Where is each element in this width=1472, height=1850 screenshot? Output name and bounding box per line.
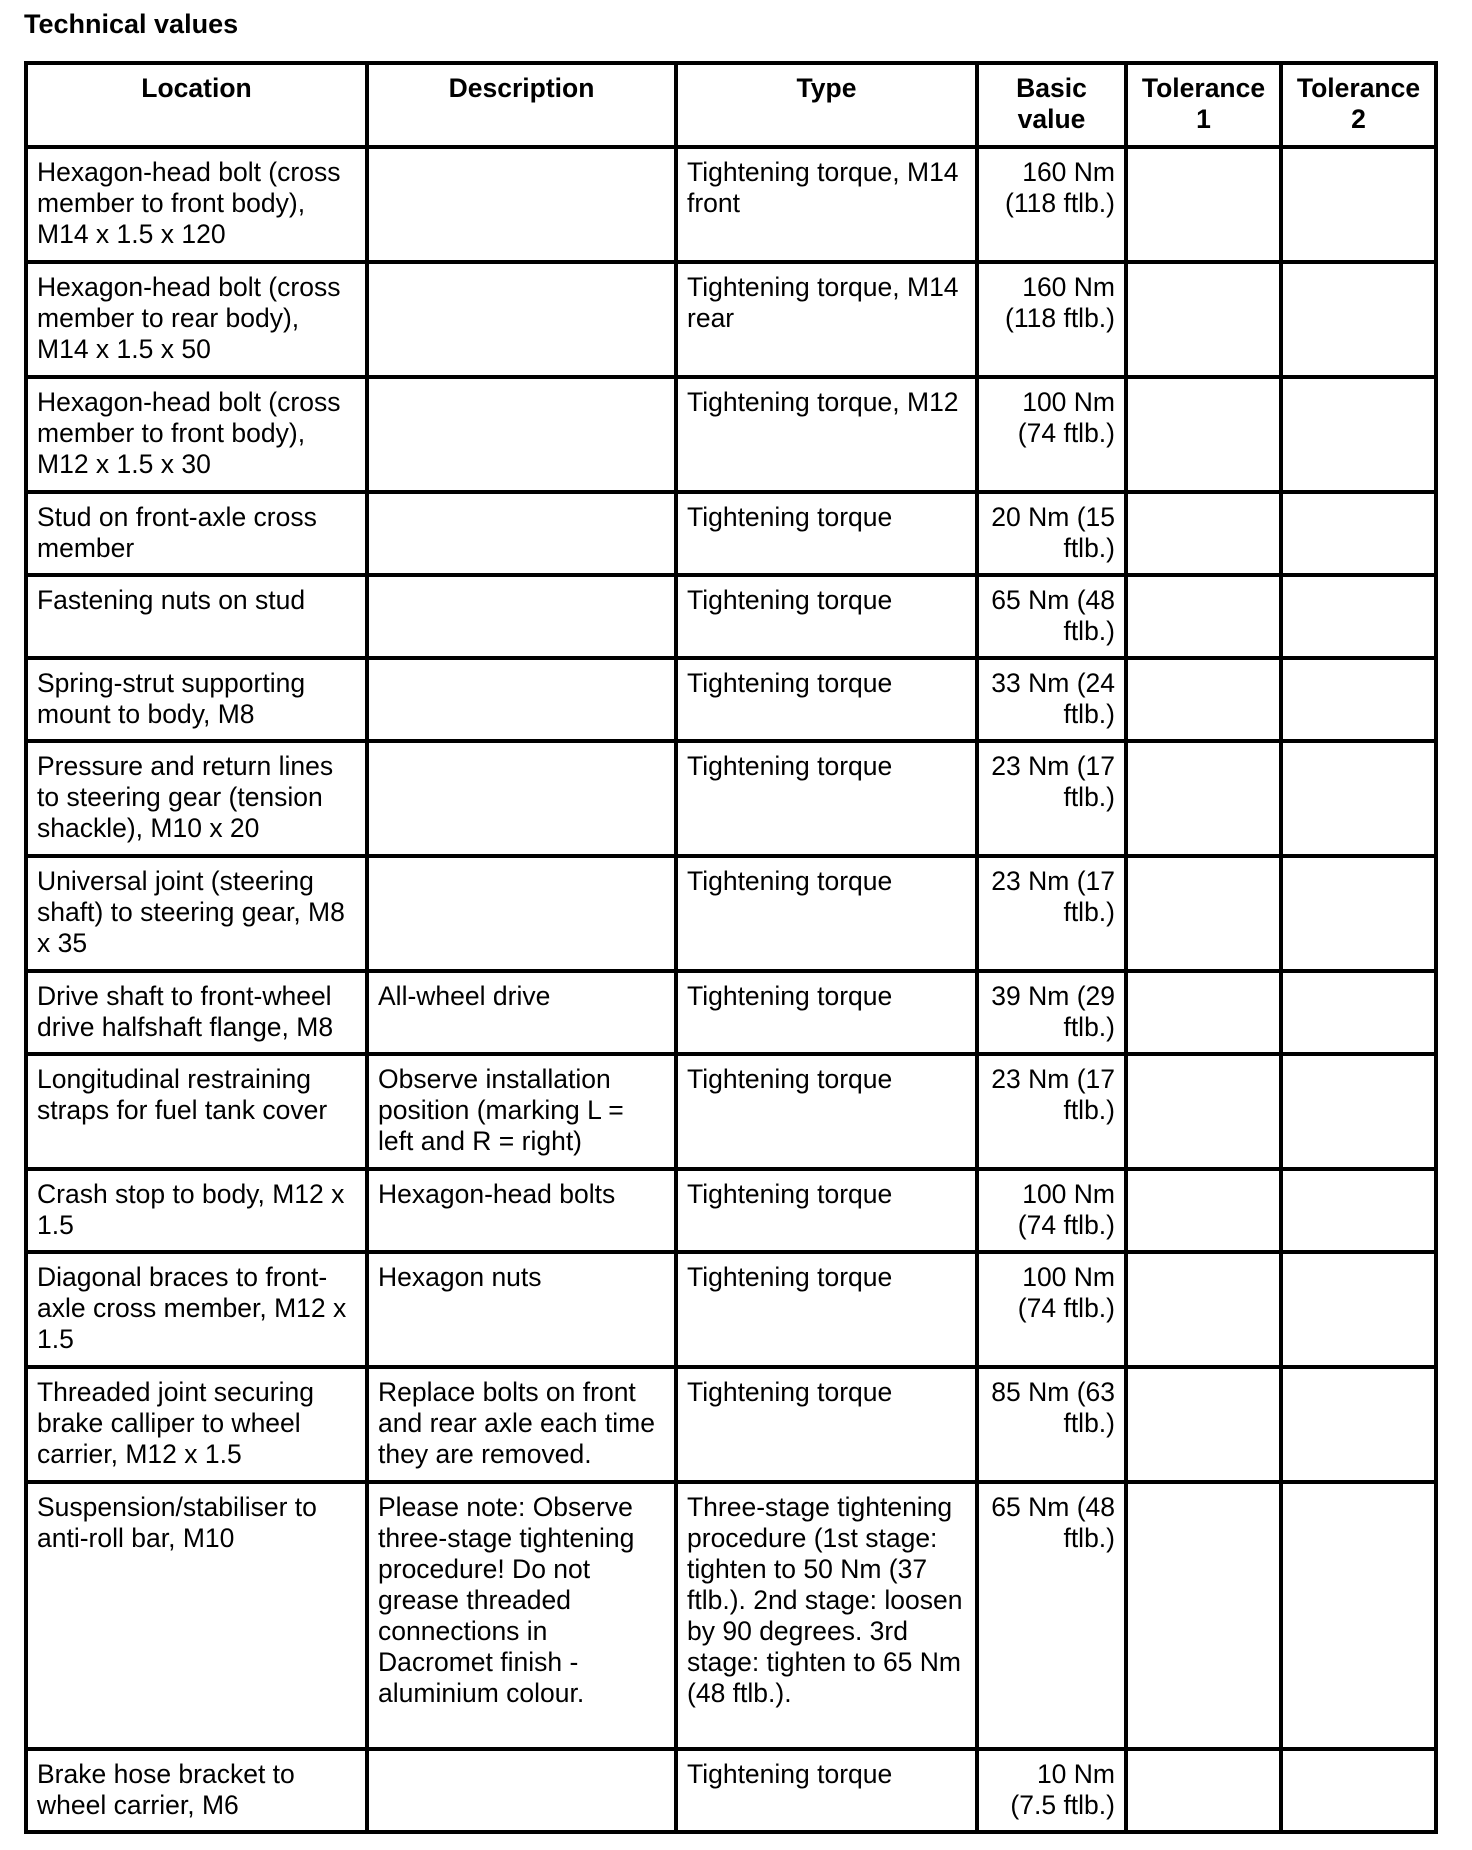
table-row [26,492,1436,575]
cell-basic-value: 20 Nm (15 ftlb.) [977,492,1126,575]
cell-description [367,1749,676,1832]
cell-location: Drive shaft to front-wheel drive halfshaft flange, M8 [26,971,367,1054]
page-title: Technical values [24,9,239,39]
cell-location: Threaded joint securing brake calliper to wheel carrier, M12 x 1.5 [26,1367,367,1482]
table-row [26,1749,1436,1832]
table-row [26,1367,1436,1482]
cell-tolerance-1 [1126,262,1281,377]
cell-description [367,658,676,741]
cell-tolerance-1 [1126,1367,1281,1482]
cell-basic-value: 160 Nm (118 ftlb.) [977,147,1126,262]
header-tolerance-2: Tolerance 2 [1281,63,1436,147]
cell-tolerance-1 [1126,1054,1281,1169]
cell-location: Crash stop to body, M12 x 1.5 [26,1169,367,1252]
cell-basic-value: 160 Nm (118 ftlb.) [977,262,1126,377]
cell-description: Please note: Observe three-stage tightening procedure! Do not grease threaded connections in Dacromet finish - aluminium colour. [367,1482,676,1749]
cell-basic-value: 100 Nm (74 ftlb.) [977,377,1126,492]
cell-basic-value: 100 Nm (74 ftlb.) [977,1252,1126,1367]
cell-location: Hexagon-head bolt (cross member to front body), M14 x 1.5 x 120 [26,147,367,262]
cell-basic-value: 85 Nm (63 ftlb.) [977,1367,1126,1482]
cell-tolerance-1 [1126,377,1281,492]
cell-tolerance-1 [1126,856,1281,971]
cell-location: Diagonal braces to front-axle cross member, M12 x 1.5 [26,1252,367,1367]
cell-location: Spring-strut supporting mount to body, M8 [26,658,367,741]
cell-location: Pressure and return lines to steering gear (tension shackle), M10 x 20 [26,741,367,856]
cell-tolerance-2 [1281,1169,1436,1252]
cell-basic-value: 23 Nm (17 ftlb.) [977,1054,1126,1169]
cell-tolerance-1 [1126,971,1281,1054]
table-row [26,971,1436,1054]
cell-type: Tightening torque [676,1252,977,1367]
table-row [26,1054,1436,1169]
cell-type: Tightening torque [676,971,977,1054]
cell-type: Tightening torque [676,1169,977,1252]
table-row [26,741,1436,856]
cell-location: Longitudinal restraining straps for fuel tank cover [26,1054,367,1169]
cell-description: Replace bolts on front and rear axle each time they are removed. [367,1367,676,1482]
cell-tolerance-1 [1126,575,1281,658]
cell-tolerance-2 [1281,741,1436,856]
table-row [26,262,1436,377]
cell-tolerance-2 [1281,856,1436,971]
cell-description [367,147,676,262]
cell-location: Brake hose bracket to wheel carrier, M6 [26,1749,367,1832]
table-row [26,658,1436,741]
cell-description: Hexagon nuts [367,1252,676,1367]
table-row [26,147,1436,262]
cell-tolerance-1 [1126,741,1281,856]
cell-basic-value: 100 Nm (74 ftlb.) [977,1169,1126,1252]
cell-basic-value: 65 Nm (48 ftlb.) [977,575,1126,658]
cell-location: Suspension/stabiliser to anti-roll bar, M10 [26,1482,367,1749]
cell-type: Tightening torque, M14 rear [676,262,977,377]
table-row [26,1169,1436,1252]
cell-description [367,492,676,575]
cell-type: Tightening torque [676,856,977,971]
header-type: Type [676,63,977,147]
cell-tolerance-2 [1281,1054,1436,1169]
cell-type: Tightening torque [676,575,977,658]
table-header-row [26,63,1436,147]
cell-type: Tightening torque [676,741,977,856]
cell-tolerance-2 [1281,492,1436,575]
cell-tolerance-2 [1281,971,1436,1054]
technical-values-table [24,61,1438,1834]
cell-location: Stud on front-axle cross member [26,492,367,575]
cell-tolerance-1 [1126,492,1281,575]
header-basic-value: Basic value [977,63,1126,147]
table-row [26,377,1436,492]
table-body [26,147,1436,1832]
table-row [26,1482,1436,1749]
cell-type: Tightening torque [676,492,977,575]
cell-tolerance-1 [1126,147,1281,262]
cell-basic-value: 65 Nm (48 ftlb.) [977,1482,1126,1749]
table-row [26,1252,1436,1367]
cell-basic-value: 23 Nm (17 ftlb.) [977,741,1126,856]
cell-tolerance-2 [1281,575,1436,658]
cell-description [367,741,676,856]
cell-type: Three-stage tightening procedure (1st stage: tighten to 50 Nm (37 ftlb.). 2nd stage: loosen by 90 degrees. 3rd stage: tighten to 65 Nm (48 ftlb.). [676,1482,977,1749]
cell-location: Hexagon-head bolt (cross member to rear body), M14 x 1.5 x 50 [26,262,367,377]
cell-description [367,262,676,377]
cell-type: Tightening torque [676,1749,977,1832]
cell-tolerance-2 [1281,1252,1436,1367]
cell-tolerance-1 [1126,1169,1281,1252]
cell-tolerance-2 [1281,377,1436,492]
cell-basic-value: 23 Nm (17 ftlb.) [977,856,1126,971]
cell-description: Observe installation position (marking L = left and R = right) [367,1054,676,1169]
cell-basic-value: 33 Nm (24 ftlb.) [977,658,1126,741]
cell-location: Universal joint (steering shaft) to steering gear, M8 x 35 [26,856,367,971]
cell-tolerance-2 [1281,262,1436,377]
cell-type: Tightening torque [676,658,977,741]
table-row [26,575,1436,658]
cell-tolerance-2 [1281,1749,1436,1832]
cell-location: Hexagon-head bolt (cross member to front body), M12 x 1.5 x 30 [26,377,367,492]
cell-description [367,856,676,971]
header-description: Description [367,63,676,147]
cell-type: Tightening torque, M14 front [676,147,977,262]
cell-type: Tightening torque [676,1367,977,1482]
cell-basic-value: 39 Nm (29 ftlb.) [977,971,1126,1054]
cell-tolerance-2 [1281,1482,1436,1749]
cell-type: Tightening torque [676,1054,977,1169]
cell-tolerance-1 [1126,658,1281,741]
cell-location: Fastening nuts on stud [26,575,367,658]
cell-tolerance-2 [1281,658,1436,741]
header-tolerance-1: Tolerance 1 [1126,63,1281,147]
cell-tolerance-2 [1281,1367,1436,1482]
header-location: Location [26,63,367,147]
cell-description: Hexagon-head bolts [367,1169,676,1252]
table-row [26,856,1436,971]
cell-description [367,575,676,658]
cell-description [367,377,676,492]
cell-tolerance-1 [1126,1252,1281,1367]
cell-tolerance-2 [1281,147,1436,262]
cell-description: All-wheel drive [367,971,676,1054]
cell-tolerance-1 [1126,1482,1281,1749]
cell-tolerance-1 [1126,1749,1281,1832]
cell-basic-value: 10 Nm (7.5 ftlb.) [977,1749,1126,1832]
cell-type: Tightening torque, M12 [676,377,977,492]
